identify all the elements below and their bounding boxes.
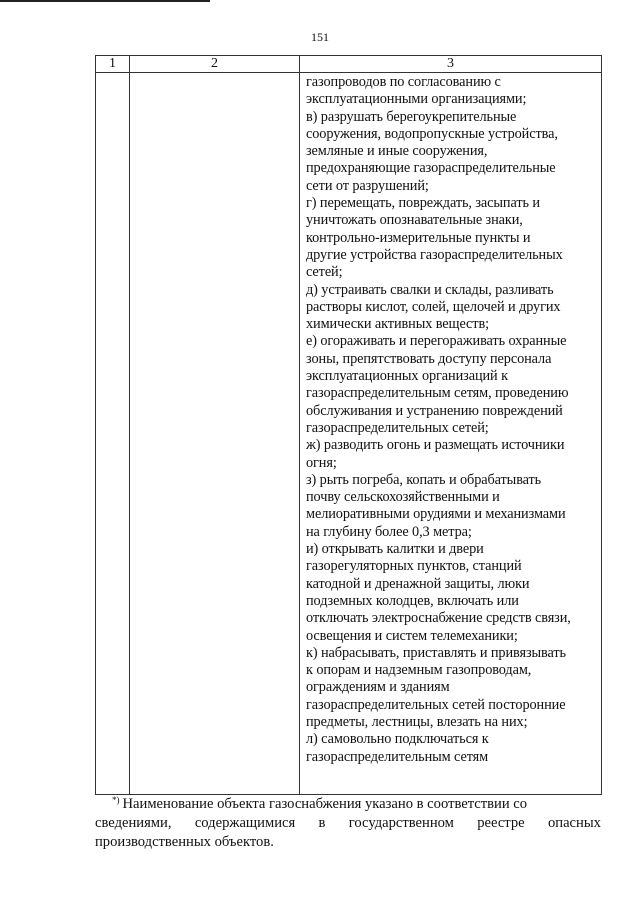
text-line: г) перемещать, повреждать, засыпать и [306, 195, 540, 212]
text-line: ограждениям и зданиям [306, 679, 450, 696]
text-line: на глубину более 0,3 метра; [306, 523, 472, 540]
page-number: 151 [311, 30, 329, 44]
text-line: к опорам и надземным газопроводам, [306, 662, 532, 679]
text-line: растворы кислот, солей, щелочей и других [306, 298, 561, 315]
footnote-word: государственном [348, 815, 454, 831]
text-line: земляные и иные сооружения, [306, 143, 488, 160]
text-line: контрольно-измерительные пункты и [306, 229, 531, 246]
footnote-line-1 [95, 791, 601, 814]
text-line: другие устройства газораспределительных [306, 246, 563, 263]
text-line: газорегуляторных пунктов, станций [306, 558, 522, 575]
footnote-word: опасных [547, 815, 601, 831]
footnote-line-3: производственных объектов. [95, 834, 274, 850]
footnote-text-1: Наименование объекта газоснабжения указано в соответствии со [122, 796, 528, 812]
text-line: эксплуатационными организациями; [306, 91, 527, 108]
footnote-word: в [318, 815, 326, 831]
footnote [95, 791, 601, 852]
text-line: и) открывать калитки и двери [306, 541, 484, 558]
text-line: сооружения, водопропускные устройства, [306, 125, 558, 142]
footnote-word: содержащимися [194, 815, 296, 831]
text-line: отключать электроснабжение средств связи, [306, 610, 571, 627]
text-line: предохраняющие газораспределительные [306, 160, 556, 177]
requirements-table [95, 55, 602, 795]
table-row [96, 73, 602, 795]
text-line: химически активных веществ; [306, 316, 489, 333]
footnote-line-2 [95, 814, 601, 833]
text-line: предметы, лестницы, влезать на них; [306, 713, 528, 730]
footnote-first-segment [112, 791, 527, 814]
text-line: сетей; [306, 264, 343, 281]
column-2-cell [130, 73, 300, 795]
column-1-cell [96, 73, 130, 795]
footnote-word: сведениями, [95, 815, 172, 831]
text-line: уничтожать опознавательные знаки, [306, 212, 523, 229]
column-header-1: 1 [96, 56, 130, 73]
column-header-3: 3 [300, 56, 602, 73]
footnote-word: реестре [477, 815, 525, 831]
footnote-marker: *) [112, 795, 120, 805]
text-line: обслуживания и устранению повреждений [306, 402, 563, 419]
text-line: сети от разрушений; [306, 177, 429, 194]
text-line: в) разрушать берегоукрепительные [306, 108, 517, 125]
column-3-cell [300, 73, 602, 795]
text-line: д) устраивать свалки и склады, разливать [306, 281, 554, 298]
text-line: газораспределительных сетей; [306, 419, 489, 436]
text-line: газораспределительных сетей посторонние [306, 696, 566, 713]
text-line: катодной и дренажной защиты, люки [306, 575, 530, 592]
text-line: з) рыть погреба, копать и обрабатывать [306, 471, 542, 488]
text-line: мелиоративными орудиями и механизмами [306, 506, 566, 523]
text-line: к) набрасывать, приставлять и привязывать [306, 644, 566, 661]
text-line: е) огораживать и перегораживать охранные [306, 333, 567, 350]
text-line: почву сельскохозяйственными и [306, 489, 500, 506]
text-line: огня; [306, 454, 337, 471]
text-line: эксплуатационных организаций к [306, 368, 508, 385]
column-header-2: 2 [130, 56, 300, 73]
text-line: ж) разводить огонь и размещать источники [306, 437, 565, 454]
text-line: освещения и систем телемеханики; [306, 627, 518, 644]
text-line: газопроводов по согласованию с [306, 74, 501, 90]
text-line: л) самовольно подключаться к [306, 731, 489, 748]
text-line: газораспределительным сетям [306, 748, 489, 765]
top-rule [0, 0, 210, 2]
text-line: зоны, препятствовать доступу персонала [306, 350, 552, 367]
text-line: газораспределительным сетям, проведению [306, 385, 569, 402]
table-header-row [96, 56, 602, 73]
text-line: подземных колодцев, включать или [306, 592, 519, 609]
